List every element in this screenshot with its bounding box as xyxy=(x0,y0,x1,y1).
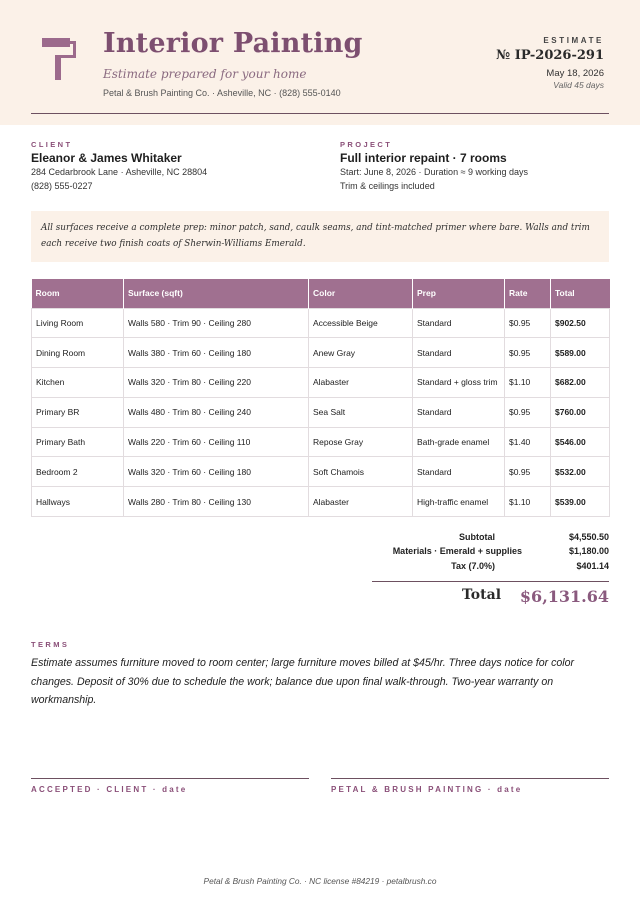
company-contact: Petal & Brush Painting Co. · Asheville, NC · (828) 555-0140 xyxy=(103,88,341,98)
color-cell: Accessible Beige xyxy=(309,308,413,338)
rate-cell: $0.95 xyxy=(505,308,551,338)
rate-cell: $1.10 xyxy=(505,487,551,517)
room-cell: Primary BR xyxy=(32,397,124,427)
color-cell: Sea Salt xyxy=(309,397,413,427)
project-label: PROJECT xyxy=(340,140,393,149)
materials-label: Materials · Emerald + supplies xyxy=(392,546,522,556)
terms-label: TERMS xyxy=(31,640,70,649)
table-row xyxy=(32,397,610,427)
project-title: Full interior repaint · 7 rooms xyxy=(340,151,507,165)
total-cell: $760.00 xyxy=(551,397,610,427)
total-cell: $682.00 xyxy=(551,368,610,398)
surface-cell: Walls 320 · Trim 80 · Ceiling 220 xyxy=(124,368,309,398)
totals-divider xyxy=(372,581,609,582)
subtotal-label: Subtotal xyxy=(459,532,495,542)
client-phone: (828) 555-0227 xyxy=(31,181,93,191)
client-address: 284 Cedarbrook Lane · Asheville, NC 28804 xyxy=(31,167,208,177)
total-cell: $902.50 xyxy=(551,308,610,338)
prep-note: All surfaces receive a complete prep: minor patch, sand, caulk seams, and tint-matched primer where bare. Walls and trim each receive two finish coats of Sherwin-Williams Emerald. xyxy=(31,211,609,262)
surface-cell: Walls 580 · Trim 90 · Ceiling 280 xyxy=(124,308,309,338)
rate-cell: $0.95 xyxy=(505,397,551,427)
room-cell: Bedroom 2 xyxy=(32,457,124,487)
estimate-validity: Valid 45 days xyxy=(553,80,604,90)
client-signature-label: ACCEPTED · CLIENT · date xyxy=(31,785,188,794)
paint-roller-icon xyxy=(42,38,78,80)
project-schedule: Start: June 8, 2026 · Duration ≈ 9 working days xyxy=(340,167,529,177)
prep-cell: Standard xyxy=(413,338,505,368)
page-footer: Petal & Brush Painting Co. · NC license #84219 · petalbrush.co xyxy=(203,876,437,886)
column-header-prep: Prep xyxy=(413,279,505,308)
color-cell: Soft Chamois xyxy=(309,457,413,487)
table-row xyxy=(32,338,610,368)
room-cell: Dining Room xyxy=(32,338,124,368)
prep-cell: Standard xyxy=(413,397,505,427)
column-header-surface: Surface (sqft) xyxy=(124,279,309,308)
color-cell: Repose Gray xyxy=(309,427,413,457)
table-row xyxy=(32,427,610,457)
total-cell: $532.00 xyxy=(551,457,610,487)
column-header-color: Color xyxy=(309,279,413,308)
surface-cell: Walls 220 · Trim 60 · Ceiling 110 xyxy=(124,427,309,457)
column-header-room: Room xyxy=(32,279,124,308)
surface-cell: Walls 280 · Trim 80 · Ceiling 130 xyxy=(124,487,309,517)
room-cell: Living Room xyxy=(32,308,124,338)
terms-text: Estimate assumes furniture moved to room center; large furniture moves billed at $45/hr. Three days notice for color changes. Deposit of 30% due to schedule the work; balance due upon final walk-through. Two-year warranty on workmanship. xyxy=(31,657,575,706)
rate-cell: $0.95 xyxy=(505,338,551,368)
document-title: Interior Painting xyxy=(103,28,363,59)
subtotal-value: $4,550.50 xyxy=(568,532,609,542)
table-header-row xyxy=(32,279,610,308)
rate-cell: $1.10 xyxy=(505,368,551,398)
surface-cell: Walls 380 · Trim 60 · Ceiling 180 xyxy=(124,338,309,368)
client-label: CLIENT xyxy=(31,140,73,149)
header-divider xyxy=(31,113,609,114)
company-signature-label: PETAL & BRUSH PAINTING · date xyxy=(331,785,523,794)
estimate-date: May 18, 2026 xyxy=(546,68,604,79)
rate-cell: $0.95 xyxy=(505,457,551,487)
prep-cell: Standard + gloss trim xyxy=(413,368,505,398)
table-row xyxy=(32,487,610,517)
company-signature-line xyxy=(331,778,609,779)
total-cell: $589.00 xyxy=(551,338,610,368)
color-cell: Alabaster xyxy=(309,487,413,517)
prep-cell: High-traffic enamel xyxy=(413,487,505,517)
line-items-table xyxy=(31,279,610,517)
room-cell: Kitchen xyxy=(32,368,124,398)
surface-cell: Walls 320 · Trim 60 · Ceiling 180 xyxy=(124,457,309,487)
client-name: Eleanor & James Whitaker xyxy=(31,151,182,165)
column-header-total: Total xyxy=(551,279,610,308)
document-subtitle: Estimate prepared for your home xyxy=(103,67,307,81)
prep-cell: Standard xyxy=(413,457,505,487)
tax-value: $401.14 xyxy=(576,561,609,571)
total-cell: $539.00 xyxy=(551,487,610,517)
prep-cell: Standard xyxy=(413,308,505,338)
materials-value: $1,180.00 xyxy=(568,546,609,556)
table-row xyxy=(32,308,610,338)
color-cell: Alabaster xyxy=(309,368,413,398)
table-row xyxy=(32,457,610,487)
grand-total-label: Total xyxy=(462,587,502,603)
tax-label: Tax (7.0%) xyxy=(451,561,495,571)
client-signature-line xyxy=(31,778,309,779)
project-scope: Trim & ceilings included xyxy=(340,181,435,191)
estimate-number: № IP-2026-291 xyxy=(496,48,604,63)
column-header-rate: Rate xyxy=(505,279,551,308)
surface-cell: Walls 480 · Trim 80 · Ceiling 240 xyxy=(124,397,309,427)
room-cell: Primary Bath xyxy=(32,427,124,457)
room-cell: Hallways xyxy=(32,487,124,517)
prep-cell: Bath-grade enamel xyxy=(413,427,505,457)
total-cell: $546.00 xyxy=(551,427,610,457)
color-cell: Anew Gray xyxy=(309,338,413,368)
estimate-label: ESTIMATE xyxy=(543,36,604,45)
grand-total-value: $6,131.64 xyxy=(519,587,609,606)
rate-cell: $1.40 xyxy=(505,427,551,457)
table-row xyxy=(32,368,610,398)
